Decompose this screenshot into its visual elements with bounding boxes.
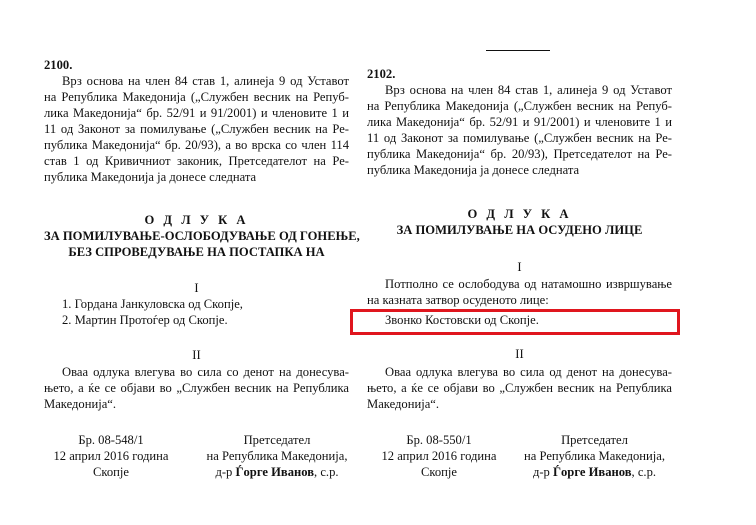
signature-office: на Република Македонија, [524,449,665,463]
preamble-line: на Република Македонија („Службен весник на Репуб- [44,90,349,104]
effect-line: Македонија“. [367,397,440,411]
preamble-line: публика Македонија“ бр. 20/93), а во врска со член 114 [44,138,349,152]
reference-place: Скопје [92,465,129,479]
decision-number: 2102. [367,67,396,81]
persons-list [62,296,243,328]
release-paragraph [367,276,672,308]
signature-title: Претседател [561,433,628,447]
preamble-line: лика Македонија“ бр. 52/91 и 91/2001) и членовите 1 и [44,106,349,120]
convicted-person: Звонко Костовски од Скопје. [385,313,539,327]
reference-block [46,432,176,480]
reference-date: 12 април 2016 година [53,449,169,463]
effect-line: њето, а ќе се објави во „Службен весник на Република [44,381,349,395]
preamble-line: публика Македонија ја донесе следната [367,163,580,177]
preamble-line: 11 од Законот за помилување („Службен весник на Ре- [367,131,672,145]
preamble-line: Врз основа на член 84 став 1, алинеја 9 од Уставот [385,83,672,97]
section-heading: II [515,347,524,361]
person-entry: 1. Гордана Јанкуловска од Скопје, [62,297,243,311]
preamble-line: Врз основа на член 84 став 1, алинеја 9 од Уставот [62,74,349,88]
signature-name: д-р Ѓорге Иванов, с.р. [215,465,339,479]
preamble-line: публика Македонија“ бр. 20/93), Претседателот на Ре- [367,147,672,161]
decision-subtitle [44,228,360,260]
preamble [367,82,672,178]
reference-place: Скопје [420,465,457,479]
subtitle-line: БЕЗ СПРОВЕДУВАЊЕ НА ПОСТАПКА НА [68,245,325,259]
signature-title: Претседател [243,433,311,447]
decision-title: О Д Л У К А [144,213,249,227]
section-heading: I [517,260,522,274]
effect-line: Оваа одлука влегува во сила со денот на донесува- [62,365,349,379]
reference-number: Бр. 08-548/1 [78,433,144,447]
section-heading: II [192,348,201,362]
signature-office: на Република Македонија, [206,449,348,463]
preamble-line: лика Македонија“ бр. 52/91 и 91/2001) и членовите 1 и [367,115,672,129]
preamble [44,73,349,185]
preamble-line: на Република Македонија („Службен весник на Репуб- [367,99,672,113]
effect-line: Оваа одлука влегува во сила од денот на донесува- [385,365,672,379]
effect-line: Македонија“. [44,397,117,411]
subtitle-line: ЗА ПОМИЛУВАЊЕ-ОСЛОБОДУВАЊЕ ОД ГОНЕЊЕ, [44,229,360,243]
release-line: на казната затвор осуденото лице: [367,293,549,307]
reference-date: 12 април 2016 година [381,449,497,463]
separator-line [486,50,550,51]
effect-paragraph [44,364,349,412]
preamble-line: 11 од Законот за помилување („Службен весник на Ре- [44,122,349,136]
effect-paragraph [367,364,672,412]
reference-block [369,432,509,480]
preamble-line: став 1 од Кривичниот законик, Претседателот на Ре- [44,154,349,168]
subtitle-line: ЗА ПОМИЛУВАЊЕ НА ОСУДЕНО ЛИЦЕ [396,223,643,237]
effect-line: њето, а ќе се објави во „Службен весник на Република [367,381,672,395]
preamble-line: публика Македонија ја донесе следната [44,170,257,184]
person-entry: 2. Мартин Протоѓер од Скопје. [62,313,228,327]
signature-block [507,432,682,480]
decision-title: О Д Л У К А [467,207,572,221]
signature-block [192,432,362,480]
highlight-box [350,309,680,335]
release-line: Потполно се ослободува од натамошно извршување [385,277,672,291]
decision-number: 2100. [44,58,73,72]
decision-subtitle [367,222,672,238]
signature-name: д-р Ѓорге Иванов, с.р. [532,465,657,479]
reference-number: Бр. 08-550/1 [406,433,472,447]
section-heading: I [194,281,199,295]
